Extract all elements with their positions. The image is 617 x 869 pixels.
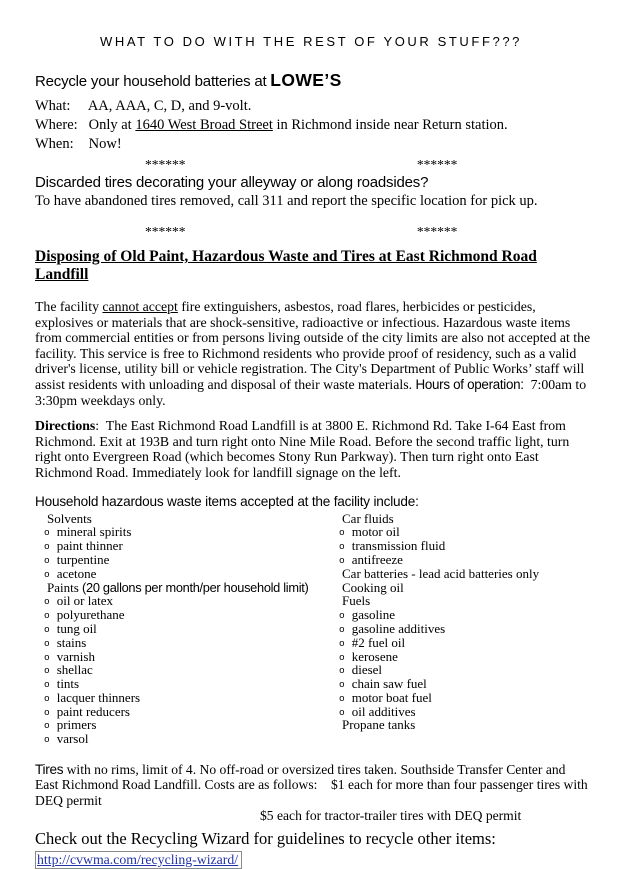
list-cell [330, 512, 587, 526]
list-item-label: primers [56, 717, 97, 733]
list-row [35, 718, 587, 732]
circle-bullet-icon: o [339, 541, 345, 553]
circle-bullet-icon: o [44, 596, 50, 608]
tire-disposal-line2: $5 each for tractor-trailer tires with DEQ permit [260, 808, 522, 824]
circle-bullet-icon: o [44, 637, 50, 649]
list-item-label: paint reducers [56, 703, 130, 719]
circle-bullet-icon: o [44, 665, 50, 677]
cannot-accept-emphasis: cannot accept [102, 299, 178, 314]
list-cell [35, 622, 330, 636]
list-group-label: Paints [47, 579, 83, 595]
stars-right: ****** [416, 157, 458, 172]
list-item-label: transmission fluid [351, 538, 446, 554]
list-item-label: antifreeze [351, 551, 403, 567]
list-item-label: #2 fuel oil [351, 634, 406, 650]
lowes-brand: LOWE’S [270, 70, 342, 90]
list-row [35, 650, 587, 664]
list-item-label: lacquer thinners [56, 689, 141, 705]
stars-left: ****** [145, 157, 186, 172]
list-cell [330, 622, 587, 636]
separator-row [35, 224, 587, 239]
circle-bullet-icon: o [44, 679, 50, 691]
list-item-label: varsol [56, 731, 89, 747]
list-cell [330, 691, 587, 705]
list-cell [330, 539, 587, 553]
directions-label: Directions [35, 418, 96, 434]
list-row [35, 512, 587, 526]
list-cell [330, 677, 587, 691]
tire-pickup-headline: Discarded tires decorating your alleyway or along roadsides? [35, 174, 429, 191]
list-item-label: kerosene [351, 648, 398, 664]
separator-row [35, 157, 587, 172]
list-cell [35, 567, 330, 581]
list-cell [330, 732, 587, 746]
list-cell [35, 636, 330, 650]
circle-bullet-icon: o [44, 610, 50, 622]
circle-bullet-icon: o [339, 665, 345, 677]
list-cell [330, 636, 587, 650]
circle-bullet-icon: o [44, 623, 50, 635]
hazwaste-list [35, 512, 587, 747]
list-cell [330, 705, 587, 719]
list-cell [330, 650, 587, 664]
hours-value: 7:00am to 3:30pm weekdays only. [35, 376, 587, 408]
list-row [35, 732, 587, 746]
list-item-label: turpentine [56, 551, 110, 567]
circle-bullet-icon: o [44, 706, 50, 718]
list-cell [330, 581, 587, 595]
page-title: WHAT TO DO WITH THE REST OF YOUR STUFF??? [99, 34, 522, 49]
when-row [35, 135, 587, 154]
street-address: 1640 West Broad Street [135, 117, 273, 133]
list-item-label: varnish [56, 648, 95, 664]
list-row [35, 525, 587, 539]
list-group-label: Propane tanks [342, 717, 416, 733]
list-cell [35, 553, 330, 567]
circle-bullet-icon: o [44, 554, 50, 566]
list-cell [330, 594, 587, 608]
tire-pickup-body: To have abandoned tires removed, call 311 and report the specific location for pick up. [35, 193, 538, 209]
list-row [35, 636, 587, 650]
wizard-link-box [35, 851, 242, 869]
list-row [35, 677, 587, 691]
list-group-label: Fuels [342, 593, 371, 609]
list-row [35, 622, 587, 636]
circle-bullet-icon: o [44, 720, 50, 732]
list-group-label: Car fluids [342, 510, 394, 526]
list-row [35, 594, 587, 608]
list-row [35, 691, 587, 705]
list-row [35, 539, 587, 553]
list-item-label: oil or latex [56, 593, 114, 609]
what-row [35, 97, 587, 116]
list-item-label: tung oil [56, 620, 97, 636]
list-item-label: diesel [351, 662, 383, 678]
list-cell [330, 608, 587, 622]
list-cell [35, 608, 330, 622]
list-cell [35, 581, 330, 595]
wizard-link[interactable]: http://cvwma.com/recycling-wizard/ [37, 851, 239, 867]
list-cell [35, 718, 330, 732]
hazwaste-intro: Household hazardous waste items accepted at the facility include: [35, 493, 419, 509]
list-cell [35, 650, 330, 664]
what-value: AA, AAA, C, D, and 9-volt. [87, 98, 252, 114]
list-item-label: stains [56, 634, 87, 650]
circle-bullet-icon: o [339, 554, 345, 566]
circle-bullet-icon: o [339, 706, 345, 718]
list-group-label: Car batteries - lead acid batteries only [342, 565, 540, 581]
list-item-label: gasoline additives [351, 620, 446, 636]
stars-right: ****** [416, 224, 458, 239]
tires-body: with no rims, limit of 4. No off-road or oversized tires taken. Southside Transfer Center and East Richmond Road Landfill. Costs are as follows: $1 each for more than four passenger tires with DEQ permit [35, 762, 588, 808]
circle-bullet-icon: o [339, 651, 345, 663]
list-item-label: polyurethane [56, 607, 125, 623]
circle-bullet-icon: o [44, 527, 50, 539]
list-cell [330, 663, 587, 677]
list-cell [35, 525, 330, 539]
circle-bullet-icon: o [44, 568, 50, 580]
list-group-label: Cooking oil [342, 579, 404, 595]
list-item-label: shellac [56, 662, 93, 678]
circle-bullet-icon: o [339, 679, 345, 691]
where-row [35, 116, 587, 135]
wizard-headline: Check out the Recycling Wizard for guidelines to recycle other items: [35, 828, 496, 848]
tire-disposal-paragraph [35, 762, 591, 808]
list-item-label: motor oil [351, 524, 400, 540]
circle-bullet-icon: o [339, 623, 345, 635]
when-label: When: [35, 136, 74, 152]
hours-label: Hours of operation: [415, 376, 524, 392]
list-cell [35, 732, 330, 746]
circle-bullet-icon: o [44, 692, 50, 704]
circle-bullet-icon: o [339, 527, 345, 539]
list-cell [35, 539, 330, 553]
list-row [35, 608, 587, 622]
list-item-label: chain saw fuel [351, 676, 427, 692]
list-item-label: oil additives [351, 703, 416, 719]
list-item-label: acetone [56, 565, 97, 581]
batteries-intro: Recycle your household batteries at [35, 73, 267, 90]
when-value: Now! [88, 136, 122, 152]
directions-paragraph [35, 418, 591, 480]
list-cell [35, 705, 330, 719]
list-group-label: Solvents [47, 510, 92, 526]
list-cell [35, 691, 330, 705]
list-cell [35, 512, 330, 526]
what-label: What: [35, 98, 71, 114]
circle-bullet-icon: o [339, 692, 345, 704]
list-group-note: (20 gallons per month/per household limit) [82, 579, 309, 595]
list-item-label: mineral spirits [56, 524, 132, 540]
list-row [35, 705, 587, 719]
list-row [35, 663, 587, 677]
list-cell [330, 718, 587, 732]
list-cell [330, 567, 587, 581]
batteries-details [35, 97, 587, 154]
list-cell [35, 677, 330, 691]
list-cell [330, 525, 587, 539]
list-row [35, 553, 587, 567]
batteries-headline [35, 70, 587, 91]
list-cell [35, 594, 330, 608]
list-item-label: motor boat fuel [351, 689, 432, 705]
tires-label: Tires [35, 762, 64, 778]
list-item-label: gasoline [351, 607, 396, 623]
stars-left: ****** [145, 224, 186, 239]
circle-bullet-icon: o [44, 734, 50, 746]
directions-body: : The East Richmond Road Landfill is at 3800 E. Richmond Rd. Take I-64 East from Richmond. Exit at 193B and turn right onto Nine Mile Road. Before the second traffic light, turn right onto Evergreen Road (which becomes Stony Run Parkway). Then turn right onto East Richmond Road. Immediately look for landfill signage on the left. [35, 418, 570, 480]
landfill-rules-paragraph: The facility cannot accept fire extinguishers, asbestos, road flares, herbicides or pesticides, explosives or materials that are shock-sensitive, radioactive or infectious. Hazardous waste items from commercial entities or from persons living outside of the city limits are also not accepted at the facility. This service is free to Richmond residents who provide proof of residency, such as a valid driver's license, utility bill or vehicle registration. The City's Department of Public Works’ staff will assist residents with unloading and disposal of their waste materials. Hours of operation: 7:00am to 3:30pm weekdays only. [35, 299, 591, 408]
where-label: Where: [35, 117, 78, 133]
circle-bullet-icon: o [44, 541, 50, 553]
list-item-label: paint thinner [56, 538, 123, 554]
circle-bullet-icon: o [44, 651, 50, 663]
list-row [35, 567, 587, 581]
circle-bullet-icon: o [339, 610, 345, 622]
circle-bullet-icon: o [339, 637, 345, 649]
landfill-heading: Disposing of Old Paint, Hazardous Waste and Tires at East Richmond Road Landfill [35, 248, 537, 283]
list-cell [330, 553, 587, 567]
where-value: Only at 1640 West Broad Street in Richmond inside near Return station. [88, 117, 508, 133]
list-row [35, 581, 587, 595]
list-cell [35, 663, 330, 677]
list-item-label: tints [56, 676, 80, 692]
